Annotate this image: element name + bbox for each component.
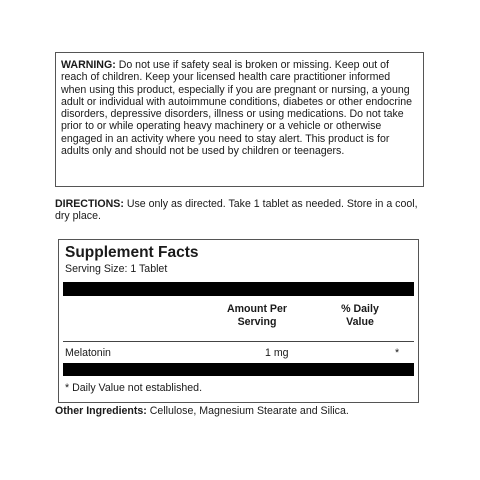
amount-per-serving-header: Amount Per Serving — [226, 303, 288, 328]
nutrient-name: Melatonin — [65, 347, 111, 359]
serving-size: Serving Size: 1 Tablet — [65, 263, 168, 275]
thin-divider — [63, 341, 414, 342]
other-ingredients-label: Other Ingredients: — [55, 405, 147, 417]
warning-box — [55, 52, 424, 187]
daily-value-footnote: * Daily Value not established. — [65, 382, 203, 394]
directions-text: Use only as directed. Take 1 tablet as needed. Store in a cool, dry place. — [55, 198, 418, 223]
nutrient-daily-value: * — [395, 347, 400, 359]
other-ingredients — [55, 405, 425, 417]
daily-value-header: % Daily Value — [341, 303, 379, 328]
supplement-facts-panel — [58, 239, 419, 403]
nutrient-amount: 1 mg — [265, 347, 289, 359]
directions-label: DIRECTIONS: — [55, 198, 124, 210]
thick-divider-top — [63, 282, 414, 296]
directions — [55, 198, 427, 223]
thick-divider-bottom — [63, 363, 414, 376]
other-ingredients-text: Cellulose, Magnesium Stearate and Silica. — [149, 405, 349, 417]
warning-label: WARNING: — [61, 59, 116, 71]
warning-text: Do not use if safety seal is broken or missing. Keep out of reach of children. Keep your licensed health care practitioner informed when using this product, especially if you are pregnant or nursing, a young adult or individual with autoimmune conditions, diabetes or other endocrine disorders, depressive disorders, illness or using medications. Do not take prior to or while operating heavy machinery or a vehicle or otherwise engaged in an activity where you need to stay alert. This product is for adults only and should not be used by children or teenagers. — [61, 59, 412, 158]
supplement-facts-title: Supplement Facts — [65, 244, 199, 261]
